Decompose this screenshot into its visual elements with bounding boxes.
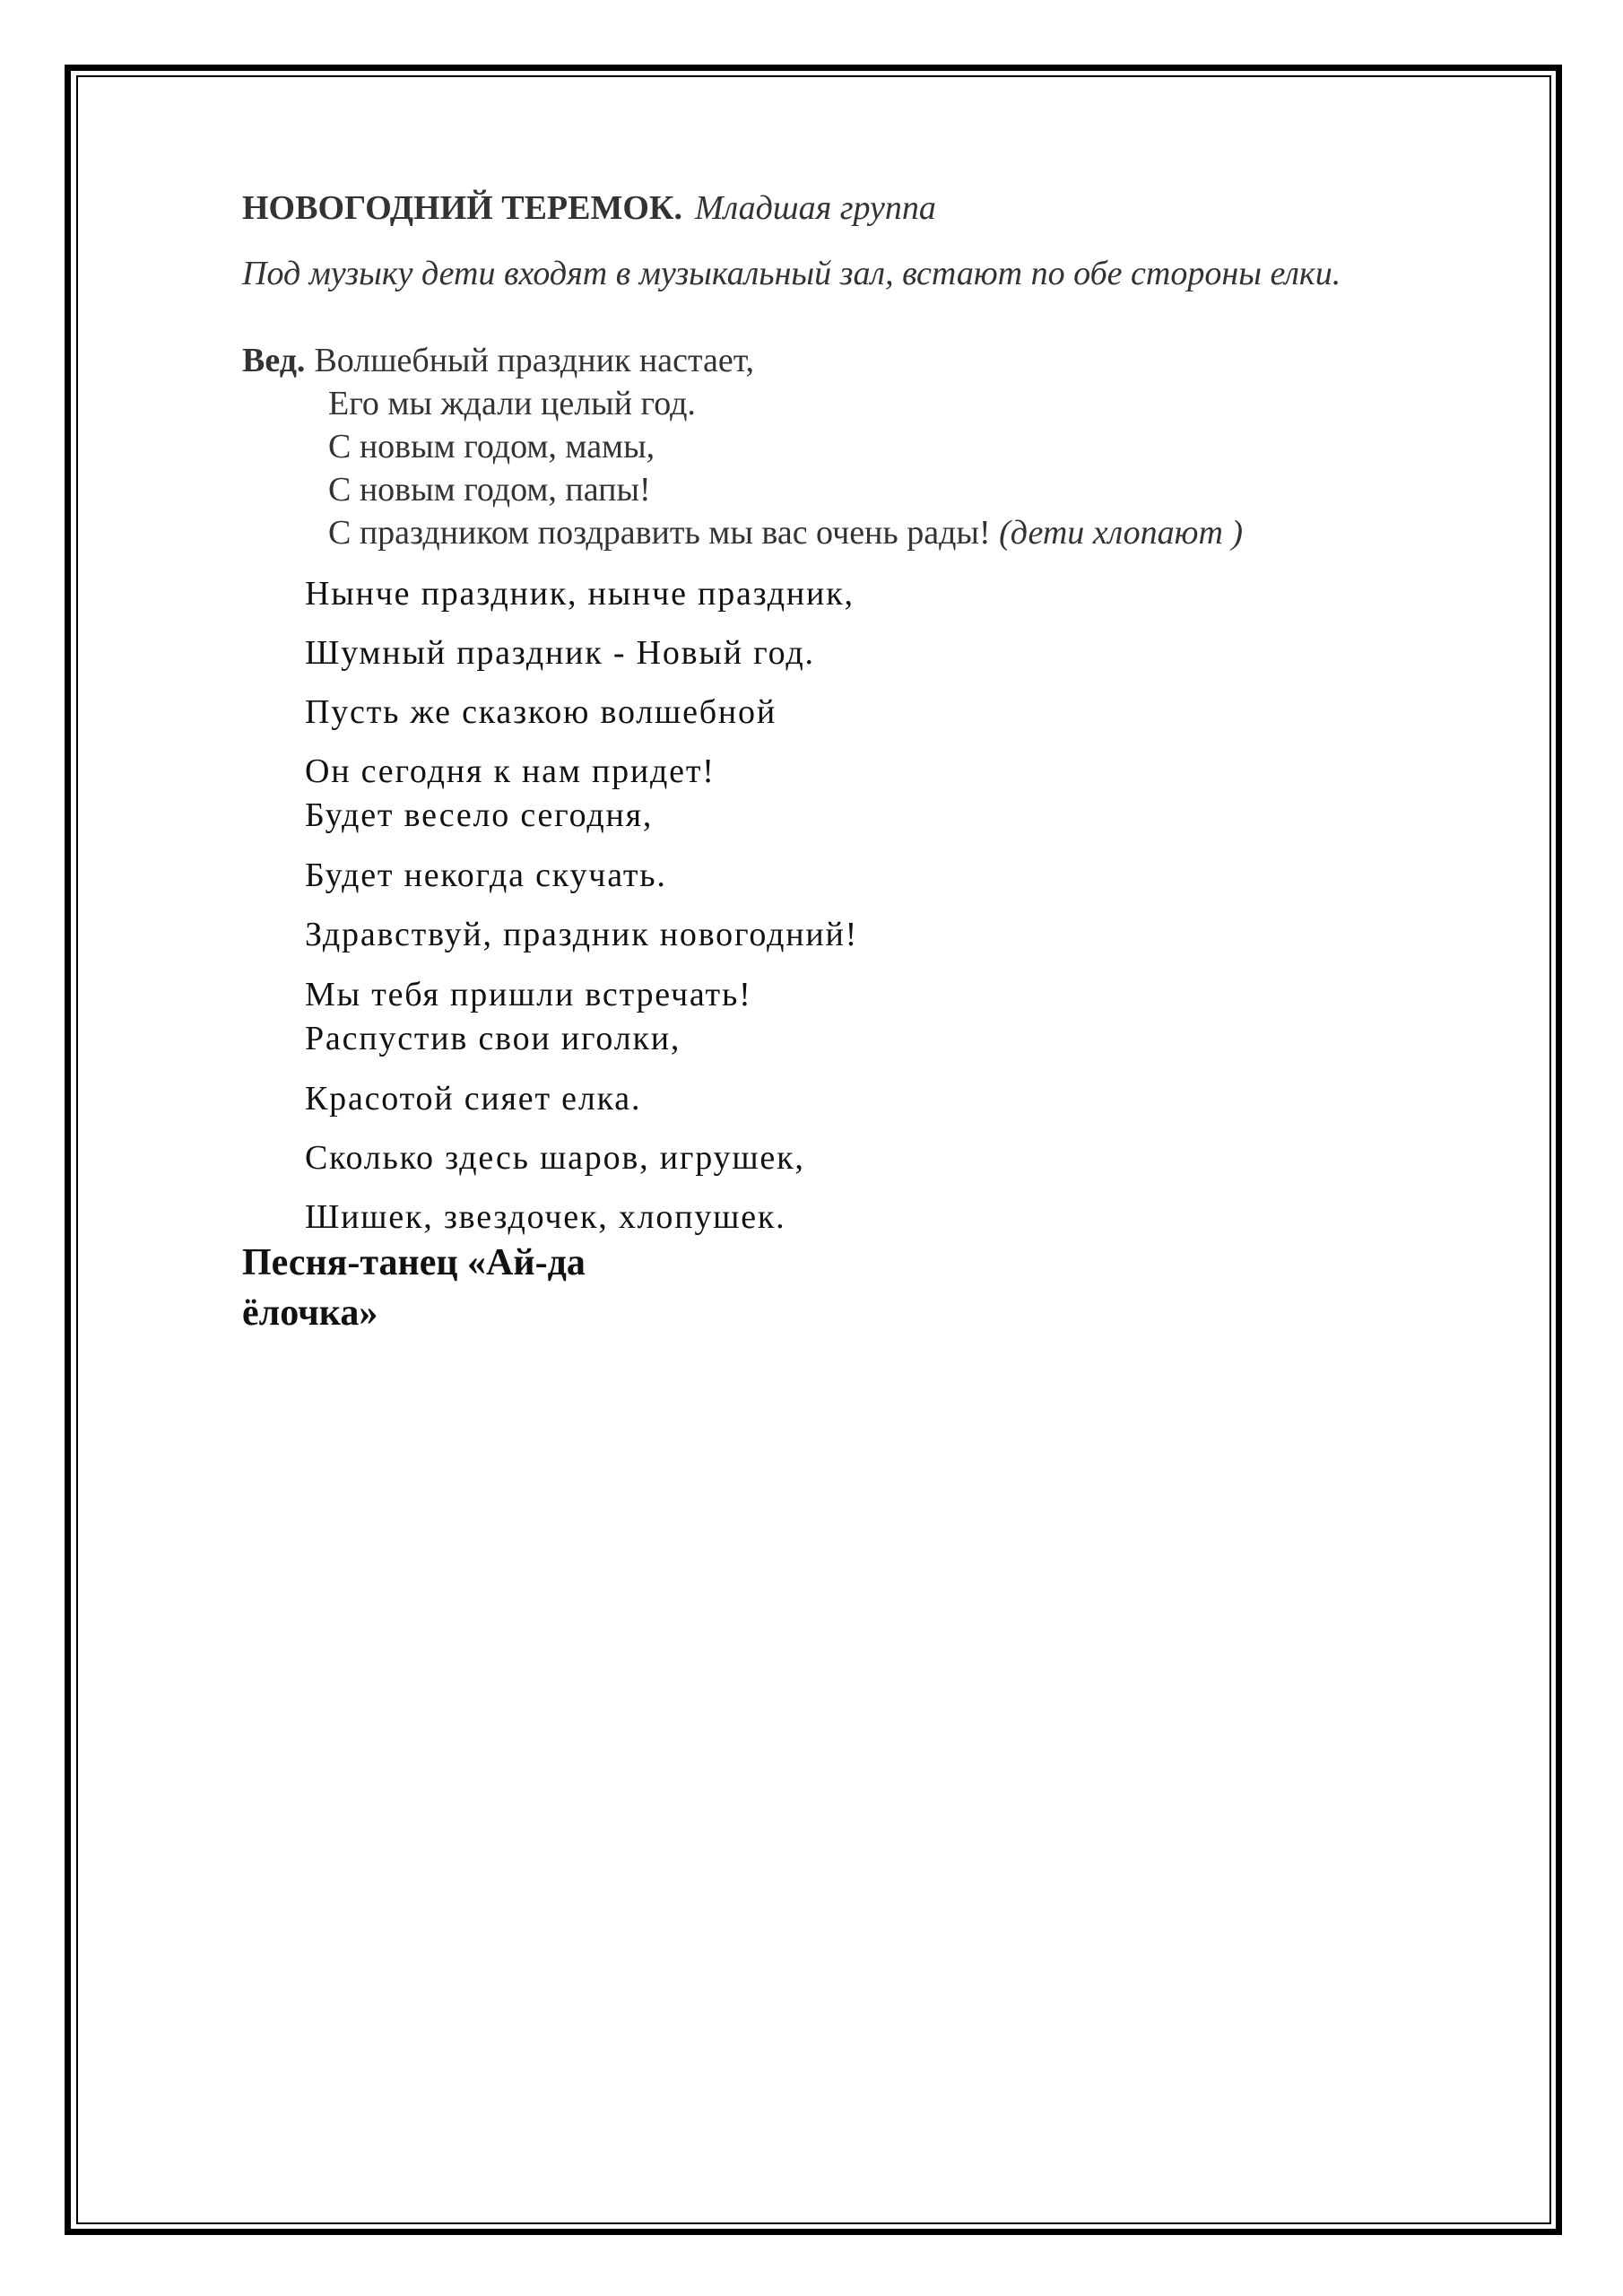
poem-line: Пусть же сказкою волшебной: [305, 693, 777, 731]
poem-line: Красотой сияет елка.: [305, 1080, 642, 1118]
poem-line: Распустив свои иголки,: [305, 1020, 681, 1057]
stage-direction: (дети хлопают ): [999, 514, 1244, 552]
document-title: [242, 188, 936, 228]
poem-line: Нынче праздник, нынче праздник,: [305, 575, 855, 613]
host-line-with-direction: [328, 513, 1243, 552]
host-line: Его мы ждали целый год.: [328, 385, 696, 422]
host-line: С праздником поздравить мы вас очень рады!: [328, 514, 991, 552]
poem-line: Будет некогда скучать.: [305, 857, 667, 894]
poem-line: Будет весело сегодня,: [305, 796, 654, 834]
group-label: Младшая группа: [694, 189, 936, 227]
host-line-text: Волшебный праздник настает,: [314, 342, 755, 379]
host-first-line: [242, 341, 754, 380]
poem-line: Шумный праздник - Новый год.: [305, 634, 815, 672]
title-text: НОВОГОДНИЙ ТЕРЕМОК.: [242, 189, 682, 227]
poem-line: Здравствуй, праздник новогодний!: [305, 916, 859, 953]
intro-stage-direction: Под музыку дети входят в музыкальный зал, встают по обе стороны елки.: [242, 255, 1341, 292]
poem-line: Шишек, звездочек, хлопушек.: [305, 1198, 786, 1236]
host-line: С новым годом, мамы,: [328, 428, 655, 465]
song-title-line-2: ёлочка»: [242, 1292, 378, 1334]
poem-line: Сколько здесь шаров, игрушек,: [305, 1139, 805, 1177]
speaker-label: Вед.: [242, 342, 306, 379]
song-title-line-1: Песня-танец «Ай-да: [242, 1242, 586, 1283]
poem-line: Он сегодня к нам придет!: [305, 752, 716, 790]
poem-line: Мы тебя пришли встречать!: [305, 976, 752, 1013]
host-line: С новым годом, папы!: [328, 471, 651, 509]
